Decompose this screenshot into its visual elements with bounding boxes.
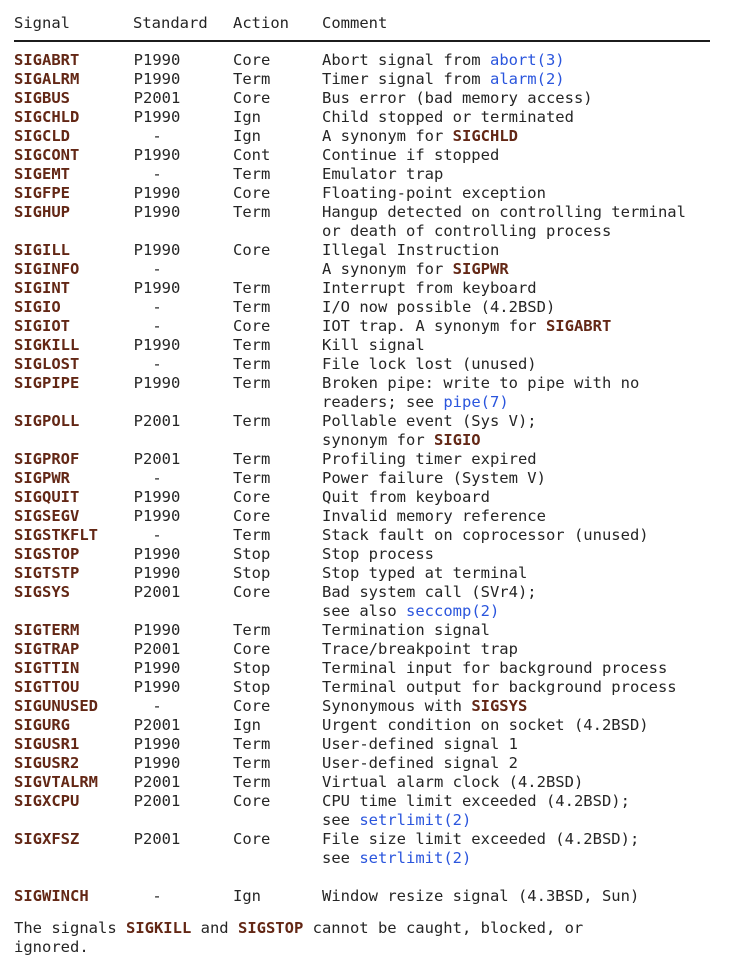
standard-value: P1990 [133, 678, 181, 696]
signal-name: SIGPIPE [14, 374, 80, 392]
comment-cell [322, 469, 739, 488]
table-row [14, 51, 739, 70]
signal-table-body [14, 51, 739, 906]
comment-line: Abort signal from abort(3) [322, 51, 565, 69]
comment-line: Termination signal [322, 621, 490, 639]
table-row [14, 716, 739, 735]
man-page-link[interactable]: alarm(2) [489, 70, 565, 88]
standard-cell [133, 260, 233, 279]
comment-line: Bad system call (SVr4); [322, 583, 537, 601]
table-row [14, 564, 739, 583]
standard-cell [133, 583, 233, 602]
comment-line: Terminal output for background process [322, 678, 677, 696]
standard-value: P2001 [133, 640, 181, 658]
standard-cell [133, 564, 233, 583]
standard-value: P1990 [133, 488, 181, 506]
standard-cell [133, 51, 233, 70]
comment-line: IOT trap. A synonym for SIGABRT [322, 317, 612, 335]
comment-cell [322, 754, 739, 773]
footer-line: ignored. [14, 938, 89, 956]
man-page-link[interactable]: abort(3) [489, 51, 565, 69]
action-cell: Term [233, 203, 271, 221]
signal-name: SIGSYS [14, 583, 70, 601]
signal-name: SIGFPE [14, 184, 70, 202]
comment-cell [322, 773, 739, 792]
comment-cell [322, 146, 739, 165]
table-row [14, 450, 739, 469]
standard-cell [133, 678, 233, 697]
comment-cell [322, 279, 739, 298]
table-row [14, 659, 739, 678]
standard-cell [133, 108, 233, 127]
comment-cell [322, 545, 739, 564]
table-row [14, 336, 739, 355]
standard-cell [133, 317, 233, 336]
comment-line: Bus error (bad memory access) [322, 89, 593, 107]
table-row [14, 70, 739, 89]
comment-cell [322, 697, 739, 716]
comment-cell [322, 659, 739, 678]
comment-line: CPU time limit exceeded (4.2BSD); [322, 792, 630, 810]
action-cell: Core [233, 488, 271, 506]
standard-cell [133, 184, 233, 203]
table-row [14, 621, 739, 640]
standard-value: P1990 [133, 659, 181, 677]
standard-cell [133, 640, 233, 659]
comment-line: Emulator trap [322, 165, 444, 183]
standard-cell [133, 697, 233, 716]
comment-cell [322, 108, 739, 127]
table-row [14, 697, 739, 716]
comment-line: Continue if stopped [322, 146, 500, 164]
table-row [14, 640, 739, 659]
standard-value: P2001 [133, 773, 181, 791]
man-page-link[interactable]: setrlimit(2) [359, 849, 472, 867]
comment-line: see setrlimit(2) [322, 849, 472, 867]
col-header-signal: Signal [14, 14, 70, 32]
standard-value: - [152, 317, 162, 335]
standard-value: P1990 [133, 203, 181, 221]
action-cell: Term [233, 621, 271, 639]
action-cell: Cont [233, 146, 271, 164]
standard-value: - [152, 260, 162, 278]
action-cell: Term [233, 165, 271, 183]
comment-line: User-defined signal 1 [322, 735, 518, 753]
standard-value: - [152, 298, 162, 316]
signal-name: SIGALRM [14, 70, 80, 88]
table-row [14, 108, 739, 127]
comment-cell [322, 564, 739, 583]
footer-line: The signals SIGKILL and SIGSTOP cannot be caught, blocked, or [14, 919, 584, 937]
signal-name: SIGSEGV [14, 507, 80, 525]
table-header-row [14, 14, 739, 33]
standard-cell [133, 70, 233, 89]
standard-cell [133, 773, 233, 792]
signal-name: SIGTERM [14, 621, 80, 639]
comment-cell [322, 374, 739, 412]
table-row [14, 792, 739, 830]
comment-line: Profiling timer expired [322, 450, 537, 468]
standard-value: P1990 [133, 564, 181, 582]
comment-line: synonym for SIGIO [322, 431, 481, 449]
man-page-link[interactable]: setrlimit(2) [359, 811, 472, 829]
signal-name: SIGABRT [14, 51, 80, 69]
standard-cell [133, 754, 233, 773]
action-cell: Term [233, 70, 271, 88]
standard-cell [133, 469, 233, 488]
standard-value: P2001 [133, 412, 181, 430]
table-row [14, 773, 739, 792]
comment-line: Child stopped or terminated [322, 108, 574, 126]
action-cell: Core [233, 792, 271, 810]
signal-name: SIGQUIT [14, 488, 80, 506]
comment-line: Trace/breakpoint trap [322, 640, 518, 658]
standard-value: P1990 [133, 754, 181, 772]
standard-cell [133, 412, 233, 431]
table-row [14, 279, 739, 298]
table-row [14, 469, 739, 488]
comment-cell [322, 716, 739, 735]
comment-cell [322, 621, 739, 640]
table-row [14, 298, 739, 317]
bold-signal-ref: SIGIO [433, 431, 481, 449]
action-cell: Stop [233, 545, 271, 563]
standard-cell [133, 792, 233, 811]
comment-line: Interrupt from keyboard [322, 279, 537, 297]
comment-cell [322, 203, 739, 241]
table-row [14, 488, 739, 507]
standard-value: P1990 [133, 545, 181, 563]
action-cell: Core [233, 51, 271, 69]
standard-value: P1990 [133, 70, 181, 88]
action-cell: Core [233, 317, 271, 335]
standard-cell [133, 127, 233, 146]
table-row [14, 165, 739, 184]
action-cell: Term [233, 754, 271, 772]
comment-cell [322, 678, 739, 697]
standard-value: - [152, 355, 162, 373]
standard-value: P1990 [133, 241, 181, 259]
comment-line: File size limit exceeded (4.2BSD); [322, 830, 640, 848]
standard-value: - [152, 469, 162, 487]
signal-name: SIGPROF [14, 450, 80, 468]
standard-cell [133, 146, 233, 165]
standard-cell [133, 298, 233, 317]
comment-line: Floating-point exception [322, 184, 546, 202]
table-row [14, 735, 739, 754]
table-row [14, 830, 739, 868]
comment-line: or death of controlling process [322, 222, 612, 240]
signal-name: SIGLOST [14, 355, 80, 373]
signal-name: SIGUSR1 [14, 735, 80, 753]
standard-cell [133, 735, 233, 754]
signal-name: SIGTTOU [14, 678, 80, 696]
standard-cell [133, 374, 233, 393]
action-cell: Term [233, 412, 271, 430]
standard-cell [133, 830, 233, 849]
action-cell: Term [233, 735, 271, 753]
standard-cell [133, 279, 233, 298]
signal-name: SIGTTIN [14, 659, 80, 677]
standard-cell [133, 203, 233, 222]
header-rule [14, 40, 710, 42]
table-row [14, 583, 739, 621]
action-cell: Term [233, 336, 271, 354]
man-page-link[interactable]: seccomp(2) [406, 602, 500, 620]
standard-value: P1990 [133, 374, 181, 392]
standard-value: - [152, 697, 162, 715]
standard-value: P1990 [133, 336, 181, 354]
standard-value: P2001 [133, 716, 181, 734]
bold-signal-ref: SIGSTOP [237, 919, 304, 937]
comment-line: I/O now possible (4.2BSD) [322, 298, 556, 316]
action-cell: Term [233, 526, 271, 544]
comment-line: Pollable event (Sys V); [322, 412, 537, 430]
comment-cell [322, 317, 739, 336]
table-row [14, 260, 739, 279]
comment-cell [322, 450, 739, 469]
row-gap [14, 868, 739, 887]
comment-cell [322, 583, 739, 621]
signal-name: SIGIOT [14, 317, 70, 335]
signal-name: SIGUNUSED [14, 697, 98, 715]
table-row [14, 754, 739, 773]
action-cell: Ign [233, 108, 261, 126]
signal-name: SIGTSTP [14, 564, 80, 582]
footer-note [14, 919, 739, 957]
standard-value: - [152, 127, 162, 145]
action-cell: Term [233, 374, 271, 392]
standard-cell [133, 165, 233, 184]
standard-value: - [152, 887, 162, 905]
comment-cell [322, 830, 739, 868]
table-row [14, 184, 739, 203]
table-row [14, 241, 739, 260]
signal-name: SIGWINCH [14, 887, 89, 905]
standard-cell [133, 355, 233, 374]
action-cell: Term [233, 355, 271, 373]
comment-line: Kill signal [322, 336, 425, 354]
standard-value: P1990 [133, 184, 181, 202]
table-row [14, 887, 739, 906]
signal-name: SIGBUS [14, 89, 70, 107]
standard-value: P1990 [133, 146, 181, 164]
standard-cell [133, 450, 233, 469]
action-cell: Stop [233, 678, 271, 696]
signal-name: SIGXCPU [14, 792, 80, 810]
table-row [14, 89, 739, 108]
standard-cell [133, 621, 233, 640]
signal-name: SIGXFSZ [14, 830, 80, 848]
col-header-comment: Comment [322, 14, 388, 32]
standard-value: P2001 [133, 583, 181, 601]
signal-name: SIGHUP [14, 203, 70, 221]
comment-line: Hangup detected on controlling terminal [322, 203, 686, 221]
comment-line: Broken pipe: write to pipe with no [322, 374, 640, 392]
bold-signal-ref: SIGABRT [545, 317, 612, 335]
comment-cell [322, 70, 739, 89]
action-cell: Term [233, 469, 271, 487]
action-cell: Core [233, 241, 271, 259]
bold-signal-ref: SIGPWR [452, 260, 509, 278]
comment-line: Terminal input for background process [322, 659, 668, 677]
action-cell: Term [233, 279, 271, 297]
action-cell: Core [233, 697, 271, 715]
signal-name: SIGUSR2 [14, 754, 80, 772]
standard-cell [133, 526, 233, 545]
action-cell: Core [233, 830, 271, 848]
comment-line: Stop typed at terminal [322, 564, 528, 582]
comment-line: A synonym for SIGPWR [322, 260, 509, 278]
man-page-link[interactable]: pipe(7) [443, 393, 509, 411]
comment-cell [322, 735, 739, 754]
table-row [14, 374, 739, 412]
standard-value: P1990 [133, 51, 181, 69]
comment-line: Illegal Instruction [322, 241, 500, 259]
comment-line: see setrlimit(2) [322, 811, 472, 829]
comment-line: Quit from keyboard [322, 488, 490, 506]
comment-cell [322, 526, 739, 545]
standard-cell [133, 716, 233, 735]
action-cell: Core [233, 89, 271, 107]
comment-line: readers; see pipe(7) [322, 393, 509, 411]
signal-name: SIGILL [14, 241, 70, 259]
standard-cell [133, 488, 233, 507]
signal-name: SIGIO [14, 298, 61, 316]
comment-line: Stack fault on coprocessor (unused) [322, 526, 649, 544]
comment-line: Window resize signal (4.3BSD, Sun) [322, 887, 640, 905]
standard-value: P2001 [133, 792, 181, 810]
comment-line: User-defined signal 2 [322, 754, 518, 772]
standard-cell [133, 89, 233, 108]
comment-line: Synonymous with SIGSYS [322, 697, 528, 715]
comment-cell [322, 260, 739, 279]
signal-name: SIGSTOP [14, 545, 80, 563]
standard-cell [133, 507, 233, 526]
bold-signal-ref: SIGSYS [471, 697, 528, 715]
comment-cell [322, 792, 739, 830]
signal-name: SIGCLD [14, 127, 70, 145]
standard-value: P2001 [133, 450, 181, 468]
action-cell: Core [233, 184, 271, 202]
standard-value: P1990 [133, 507, 181, 525]
table-row [14, 412, 739, 450]
comment-cell [322, 412, 739, 450]
comment-cell [322, 165, 739, 184]
comment-cell [322, 640, 739, 659]
comment-line: Timer signal from alarm(2) [322, 70, 565, 88]
signal-name: SIGPWR [14, 469, 70, 487]
comment-cell [322, 127, 739, 146]
comment-cell [322, 184, 739, 203]
signal-name: SIGEMT [14, 165, 70, 183]
standard-value: - [152, 165, 162, 183]
action-cell: Ign [233, 887, 261, 905]
comment-line: Urgent condition on socket (4.2BSD) [322, 716, 649, 734]
action-cell: Term [233, 773, 271, 791]
table-row [14, 355, 739, 374]
standard-cell [133, 336, 233, 355]
action-cell: Stop [233, 659, 271, 677]
table-row [14, 317, 739, 336]
standard-value: P1990 [133, 108, 181, 126]
signal-name: SIGPOLL [14, 412, 80, 430]
action-cell: Stop [233, 564, 271, 582]
signal-name: SIGCHLD [14, 108, 80, 126]
comment-line: Stop process [322, 545, 434, 563]
action-cell: Ign [233, 716, 261, 734]
standard-value: P1990 [133, 279, 181, 297]
signal-name: SIGTRAP [14, 640, 80, 658]
action-cell: Term [233, 298, 271, 316]
standard-value: P1990 [133, 621, 181, 639]
standard-cell [133, 887, 233, 906]
standard-cell [133, 241, 233, 260]
action-cell: Core [233, 640, 271, 658]
col-header-standard: Standard [133, 14, 208, 32]
comment-line: Virtual alarm clock (4.2BSD) [322, 773, 584, 791]
table-row [14, 507, 739, 526]
comment-line: A synonym for SIGCHLD [322, 127, 518, 145]
signal-name: SIGKILL [14, 336, 80, 354]
comment-cell [322, 355, 739, 374]
signal-name: SIGCONT [14, 146, 80, 164]
table-row [14, 678, 739, 697]
comment-line: File lock lost (unused) [322, 355, 537, 373]
signal-name: SIGSTKFLT [14, 526, 98, 544]
comment-cell [322, 89, 739, 108]
standard-value: P2001 [133, 89, 181, 107]
standard-cell [133, 659, 233, 678]
comment-line: see also seccomp(2) [322, 602, 500, 620]
action-cell: Core [233, 507, 271, 525]
signal-name: SIGVTALRM [14, 773, 98, 791]
table-row [14, 545, 739, 564]
comment-cell [322, 241, 739, 260]
signal-name: SIGURG [14, 716, 70, 734]
action-cell: Core [233, 583, 271, 601]
comment-line: Invalid memory reference [322, 507, 546, 525]
standard-cell [133, 545, 233, 564]
standard-value: - [152, 526, 162, 544]
comment-cell [322, 51, 739, 70]
comment-cell [322, 336, 739, 355]
signal-name: SIGINT [14, 279, 70, 297]
comment-line: Power failure (System V) [322, 469, 546, 487]
action-cell: Ign [233, 127, 261, 145]
bold-signal-ref: SIGCHLD [452, 127, 518, 145]
table-row [14, 127, 739, 146]
comment-cell [322, 507, 739, 526]
table-row [14, 146, 739, 165]
comment-cell [322, 298, 739, 317]
comment-cell [322, 488, 739, 507]
col-header-action: Action [233, 14, 289, 32]
table-row [14, 526, 739, 545]
standard-value: P2001 [133, 830, 181, 848]
comment-cell [322, 887, 739, 906]
table-row [14, 203, 739, 241]
bold-signal-ref: SIGKILL [125, 919, 192, 937]
action-cell: Term [233, 450, 271, 468]
standard-value: P1990 [133, 735, 181, 753]
signal-name: SIGINFO [14, 260, 80, 278]
